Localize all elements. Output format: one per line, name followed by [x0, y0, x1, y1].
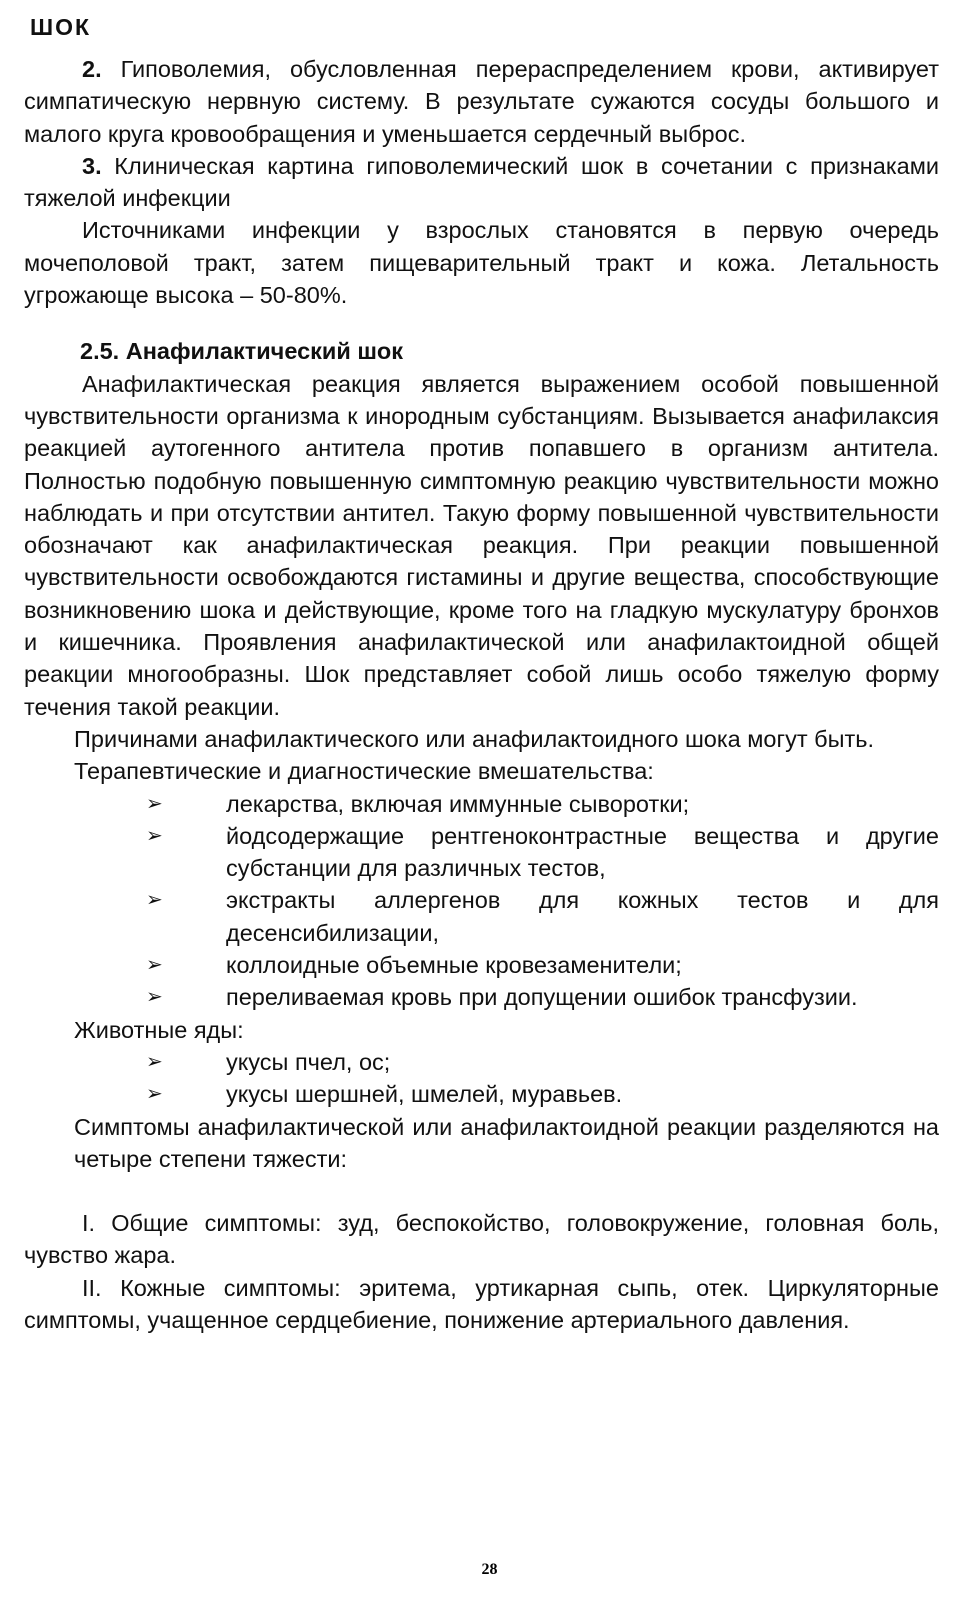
arrow-bullet-icon: ➢ — [146, 954, 163, 977]
list-item — [24, 949, 939, 981]
list-item-text: экстракты аллергенов для кожных тестов и для десенсибилизации, — [226, 887, 939, 946]
paragraph-symptom-grades: Симптомы анафилактической или анафилактоидной реакции разделяются на четыре степени тяжести: — [74, 1113, 939, 1172]
arrow-bullet-icon: ➢ — [146, 889, 163, 912]
page-number: 28 — [481, 1561, 498, 1578]
therapeutic-list — [24, 788, 939, 1014]
group-title-venoms: Животные яды: — [74, 1016, 244, 1043]
spacer — [24, 1175, 939, 1207]
list-item-text: коллоидные объемные кровезаменители; — [226, 952, 682, 979]
list-item — [24, 981, 939, 1013]
arrow-bullet-icon: ➢ — [146, 824, 163, 847]
list-item-text: укусы пчел, ос; — [226, 1048, 391, 1075]
paragraph-clinical-picture — [24, 150, 939, 215]
list-item-text: йодсодержащие рентгеноконтрастные вещества и другие субстанции для различных тестов, — [226, 822, 939, 882]
list-item — [24, 1046, 939, 1078]
arrow-bullet-icon: ➢ — [146, 1050, 163, 1073]
paragraph-text: Клиническая картина гиповолемический шок в сочетании с признаками тяжелой инфекции — [24, 152, 939, 212]
list-item-text: переливаемая кровь при допущении ошибок трансфузии. — [226, 984, 858, 1011]
running-title: ШОК — [30, 14, 92, 40]
list-item — [24, 820, 939, 885]
paragraph-grade-one: I. Общие симптомы: зуд, беспокойство, головокружение, головная боль, чувство жара. — [24, 1210, 939, 1269]
list-item — [24, 884, 939, 949]
paragraph-causes: Причинами анафилактического или анафилактоидного шока могут быть. — [74, 725, 874, 752]
list-item-text: укусы шершней, шмелей, муравьев. — [226, 1081, 623, 1108]
item-number: 3. — [82, 152, 102, 179]
arrow-bullet-icon: ➢ — [146, 1083, 163, 1106]
list-item — [24, 788, 939, 820]
list-item-text: лекарства, включая иммунные сыворотки; — [226, 790, 690, 817]
arrow-bullet-icon: ➢ — [146, 986, 163, 1009]
section-heading: 2.5. Анафилактический шок — [80, 338, 404, 365]
paragraph-hypovolemia — [24, 53, 939, 150]
list-item — [24, 1078, 939, 1110]
paragraph-anaphylaxis: Анафилактическая реакция является выражением особой повышенной чувствительности организма к инородным субстанциям. Вызывается анафилаксия реакцией аутогенного антитела против попавшего в организм антитела. Полностью подобную повышенную симптомную реакцию чувствительности можно наблюдать и при отсутствии антител. Такую форму повышенной чувствительности обозначают как анафилактическая реакция. При реакции повышенной чувствительности освобождаются гистамины и другие вещества, способствующие возникновению шока и действующие, кроме того на гладкую мускулатуру бронхов и кишечника. Проявления анафилактической или анафилактоидной общей реакции многообразны. Шок представляет собой лишь особо тяжелую форму течения такой реакции. — [24, 370, 939, 720]
paragraph-infection-sources: Источниками инфекции у взрослых становятся в первую очередь мочеполовой тракт, затем пищеварительный тракт и кожа. Летальность угрожающе высока – 50-80%. — [24, 217, 939, 309]
item-number: 2. — [82, 56, 102, 82]
paragraph-text: Гиповолемия, обусловленная перераспределением крови, активирует симпатическую нервную систему. В результате сужаются сосуды большого и малого круга кровообращения и уменьшается сердечный выброс. — [24, 56, 939, 147]
group-title-therapeutic: Терапевтические и диагностические вмешательства: — [74, 758, 654, 785]
venoms-list — [24, 1046, 939, 1111]
arrow-bullet-icon: ➢ — [146, 792, 163, 815]
paragraph-grade-two: II. Кожные симптомы: эритема, уртикарная сыпь, отек. Циркуляторные симптомы, учащенное сердцебиение, понижение артериального давления. — [24, 1274, 939, 1333]
